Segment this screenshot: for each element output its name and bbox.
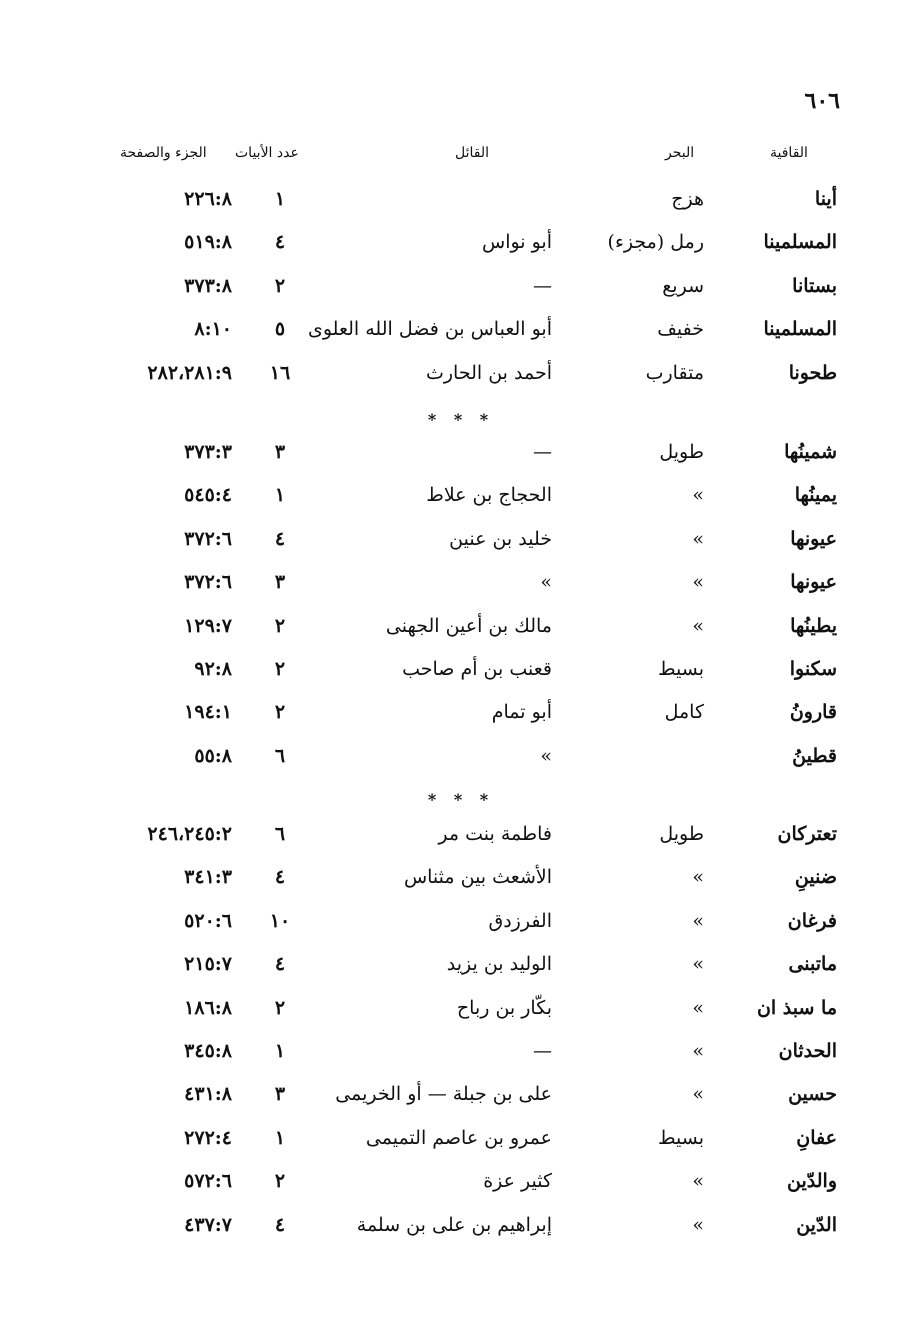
meter-cell: » <box>692 866 704 889</box>
ref-cell: ٢١٥:٧ <box>184 953 232 976</box>
meter-cell: متقارب <box>645 361 704 384</box>
meter-cell: هزج <box>671 188 704 210</box>
count-cell: ١ <box>274 1039 286 1062</box>
section-separator: * * * <box>427 410 495 429</box>
rhyme-cell: طحونا <box>788 361 837 384</box>
rhyme-cell: قطينُ <box>792 744 837 767</box>
rhyme-cell: عيونها <box>790 571 837 594</box>
count-cell: ٤ <box>274 231 286 254</box>
table-row <box>0 180 922 223</box>
meter-cell: » <box>692 614 704 637</box>
rhyme-cell: بستانا <box>792 274 837 297</box>
count-cell: ٢ <box>274 996 286 1019</box>
meter-cell: بسيط <box>657 657 704 680</box>
count-cell: ٢ <box>274 701 286 724</box>
table-row <box>0 563 922 606</box>
poet-cell: — <box>533 274 552 297</box>
ref-cell: ٢٤٦،٢٤٥:٢ <box>147 823 232 845</box>
page-number: ٦٠٦ <box>804 88 840 114</box>
poet-cell: » <box>540 571 552 594</box>
ref-cell: ١٨٦:٨ <box>184 996 232 1019</box>
header-count: عدد الأبيات <box>235 145 299 161</box>
poet-cell: إبراهيم بن على بن سلمة <box>356 1213 552 1236</box>
count-cell: ٥ <box>274 318 286 341</box>
rhyme-cell: أينا <box>814 188 837 210</box>
table-row <box>0 433 922 476</box>
poet-cell: الأشعث بين مثناس <box>403 866 552 889</box>
ref-cell: ٣٧٢:٦ <box>184 527 232 550</box>
poet-cell: — <box>533 1039 552 1062</box>
poet-cell: أبو نواس <box>482 231 552 254</box>
rhyme-cell: يمينُها <box>794 484 837 507</box>
meter-cell: طويل <box>659 441 704 463</box>
header-ref: الجزء والصفحة <box>120 145 207 161</box>
ref-cell: ٥٧٢:٦ <box>184 1170 232 1193</box>
section-1 <box>0 180 922 397</box>
rhyme-cell: الحدثان <box>778 1039 837 1062</box>
rhyme-cell: والدّين <box>787 1170 837 1193</box>
poet-cell: خليد بن عنين <box>449 527 552 550</box>
meter-cell: خفيف <box>657 318 704 341</box>
table-row <box>0 650 922 693</box>
rhyme-cell: ما سبذ ان <box>756 996 837 1019</box>
header-meter: البحر <box>665 145 695 161</box>
ref-cell: ٣٤٥:٨ <box>184 1039 232 1062</box>
rhyme-cell: فرغان <box>787 909 837 932</box>
table-row <box>0 223 922 266</box>
table-row <box>0 354 922 397</box>
header-rhyme: القافية <box>770 145 808 161</box>
ref-cell: ١٩٤:١ <box>184 701 232 724</box>
table-row <box>0 476 922 519</box>
header-poet: القائل <box>455 145 490 161</box>
count-cell: ٤ <box>274 866 286 889</box>
rhyme-cell: قارونُ <box>789 701 837 724</box>
count-cell: ١٠ <box>269 909 291 932</box>
meter-cell: » <box>692 909 704 932</box>
meter-cell: » <box>692 1083 704 1106</box>
ref-cell: ٣٤١:٣ <box>184 866 232 889</box>
count-cell: ٢ <box>274 274 286 297</box>
section-separator: * * * <box>427 790 495 809</box>
count-cell: ٣ <box>274 571 286 594</box>
count-cell: ٣ <box>274 441 286 463</box>
rhyme-cell: عفانِ <box>796 1126 837 1149</box>
meter-cell: بسيط <box>657 1126 704 1149</box>
poet-cell: أحمد بن الحارث <box>426 361 552 384</box>
meter-cell: » <box>692 1039 704 1062</box>
count-cell: ٢ <box>274 614 286 637</box>
count-cell: ١ <box>274 484 286 507</box>
poet-cell: كثير عزة <box>483 1170 552 1193</box>
ref-cell: ٤٣١:٨ <box>184 1083 232 1106</box>
ref-cell: ٣٧٣:٣ <box>184 441 232 463</box>
ref-cell: ٥١٩:٨ <box>184 231 232 254</box>
table-row <box>0 1032 922 1075</box>
meter-cell: » <box>692 571 704 594</box>
count-cell: ٦ <box>274 823 286 845</box>
rhyme-cell: عيونها <box>790 527 837 550</box>
count-cell: ٤ <box>274 953 286 976</box>
rhyme-cell: المسلمينا <box>763 231 837 254</box>
meter-cell: رمل (مجزء) <box>607 231 704 254</box>
table-row <box>0 815 922 858</box>
table-row <box>0 858 922 901</box>
section-2 <box>0 433 922 780</box>
meter-cell: طويل <box>659 823 704 845</box>
ref-cell: ٩٢:٨ <box>194 657 232 680</box>
poet-cell: فاطمة بنت مر <box>438 823 552 845</box>
meter-cell: كامل <box>664 701 704 724</box>
count-cell: ٤ <box>274 1213 286 1236</box>
table-row <box>0 989 922 1032</box>
table-row <box>0 1162 922 1205</box>
ref-cell: ٢٧٢:٤ <box>184 1126 232 1149</box>
rhyme-cell: المسلمينا <box>763 318 837 341</box>
count-cell: ٢ <box>274 657 286 680</box>
ref-cell: ٥٢٠:٦ <box>184 909 232 932</box>
poet-cell: أبو تمام <box>491 701 552 724</box>
poet-cell: الفرزدق <box>488 909 552 932</box>
poet-cell: الحجاج بن علاط <box>426 484 552 507</box>
ref-cell: ٢٢٦:٨ <box>184 188 232 210</box>
poet-cell: أبو العباس بن فضل الله العلوى <box>308 318 552 341</box>
poet-cell: — <box>533 441 552 463</box>
count-cell: ٤ <box>274 527 286 550</box>
table-row <box>0 737 922 780</box>
section-3 <box>0 815 922 1249</box>
poet-cell: قعنب بن أم صاحب <box>402 657 552 680</box>
table-row <box>0 1119 922 1162</box>
rhyme-cell: سكنوا <box>789 657 837 680</box>
table-row <box>0 607 922 650</box>
poet-cell: مالك بن أعين الجهنى <box>385 614 552 637</box>
poet-cell: على بن جبلة — أو الخريمى <box>335 1083 552 1106</box>
table-row <box>0 1206 922 1249</box>
ref-cell: ٤٣٧:٧ <box>184 1213 232 1236</box>
meter-cell: » <box>692 953 704 976</box>
ref-cell: ٣٧٢:٦ <box>184 571 232 594</box>
count-cell: ١ <box>274 1126 286 1149</box>
meter-cell: » <box>692 527 704 550</box>
poet-cell: عمرو بن عاصم التميمى <box>365 1126 552 1149</box>
rhyme-cell: حسين <box>788 1083 837 1106</box>
rhyme-cell: ماتبنى <box>788 953 837 976</box>
ref-cell: ٥٤٥:٤ <box>184 484 232 507</box>
table-row <box>0 520 922 563</box>
meter-cell: » <box>692 484 704 507</box>
table-row <box>0 693 922 736</box>
table-row <box>0 945 922 988</box>
count-cell: ١ <box>274 188 286 210</box>
count-cell: ٣ <box>274 1083 286 1106</box>
table-row <box>0 902 922 945</box>
table-row <box>0 310 922 353</box>
table-header <box>0 145 922 169</box>
ref-cell: ٥٥:٨ <box>194 744 232 767</box>
poet-cell: بكّار بن رباح <box>456 996 552 1019</box>
meter-cell: » <box>692 996 704 1019</box>
meter-cell: » <box>692 1213 704 1236</box>
count-cell: ١٦ <box>269 361 291 384</box>
rhyme-cell: يطينُها <box>790 614 837 637</box>
rhyme-cell: تعتركان <box>777 823 837 845</box>
table-row <box>0 1075 922 1118</box>
ref-cell: ٨:١٠ <box>194 318 232 341</box>
rhyme-cell: الدّين <box>796 1213 837 1236</box>
ref-cell: ١٢٩:٧ <box>184 614 232 637</box>
count-cell: ٦ <box>274 744 286 767</box>
ref-cell: ٣٧٣:٨ <box>184 274 232 297</box>
count-cell: ٢ <box>274 1170 286 1193</box>
poet-cell: » <box>540 744 552 767</box>
ref-cell: ٢٨٢،٢٨١:٩ <box>147 361 232 384</box>
meter-cell: سريع <box>662 274 704 297</box>
rhyme-cell: ضنينِ <box>794 866 837 889</box>
poet-cell: الوليد بن يزيد <box>446 953 552 976</box>
table-row <box>0 267 922 310</box>
meter-cell: » <box>692 1170 704 1193</box>
rhyme-cell: شمينُها <box>784 441 837 463</box>
